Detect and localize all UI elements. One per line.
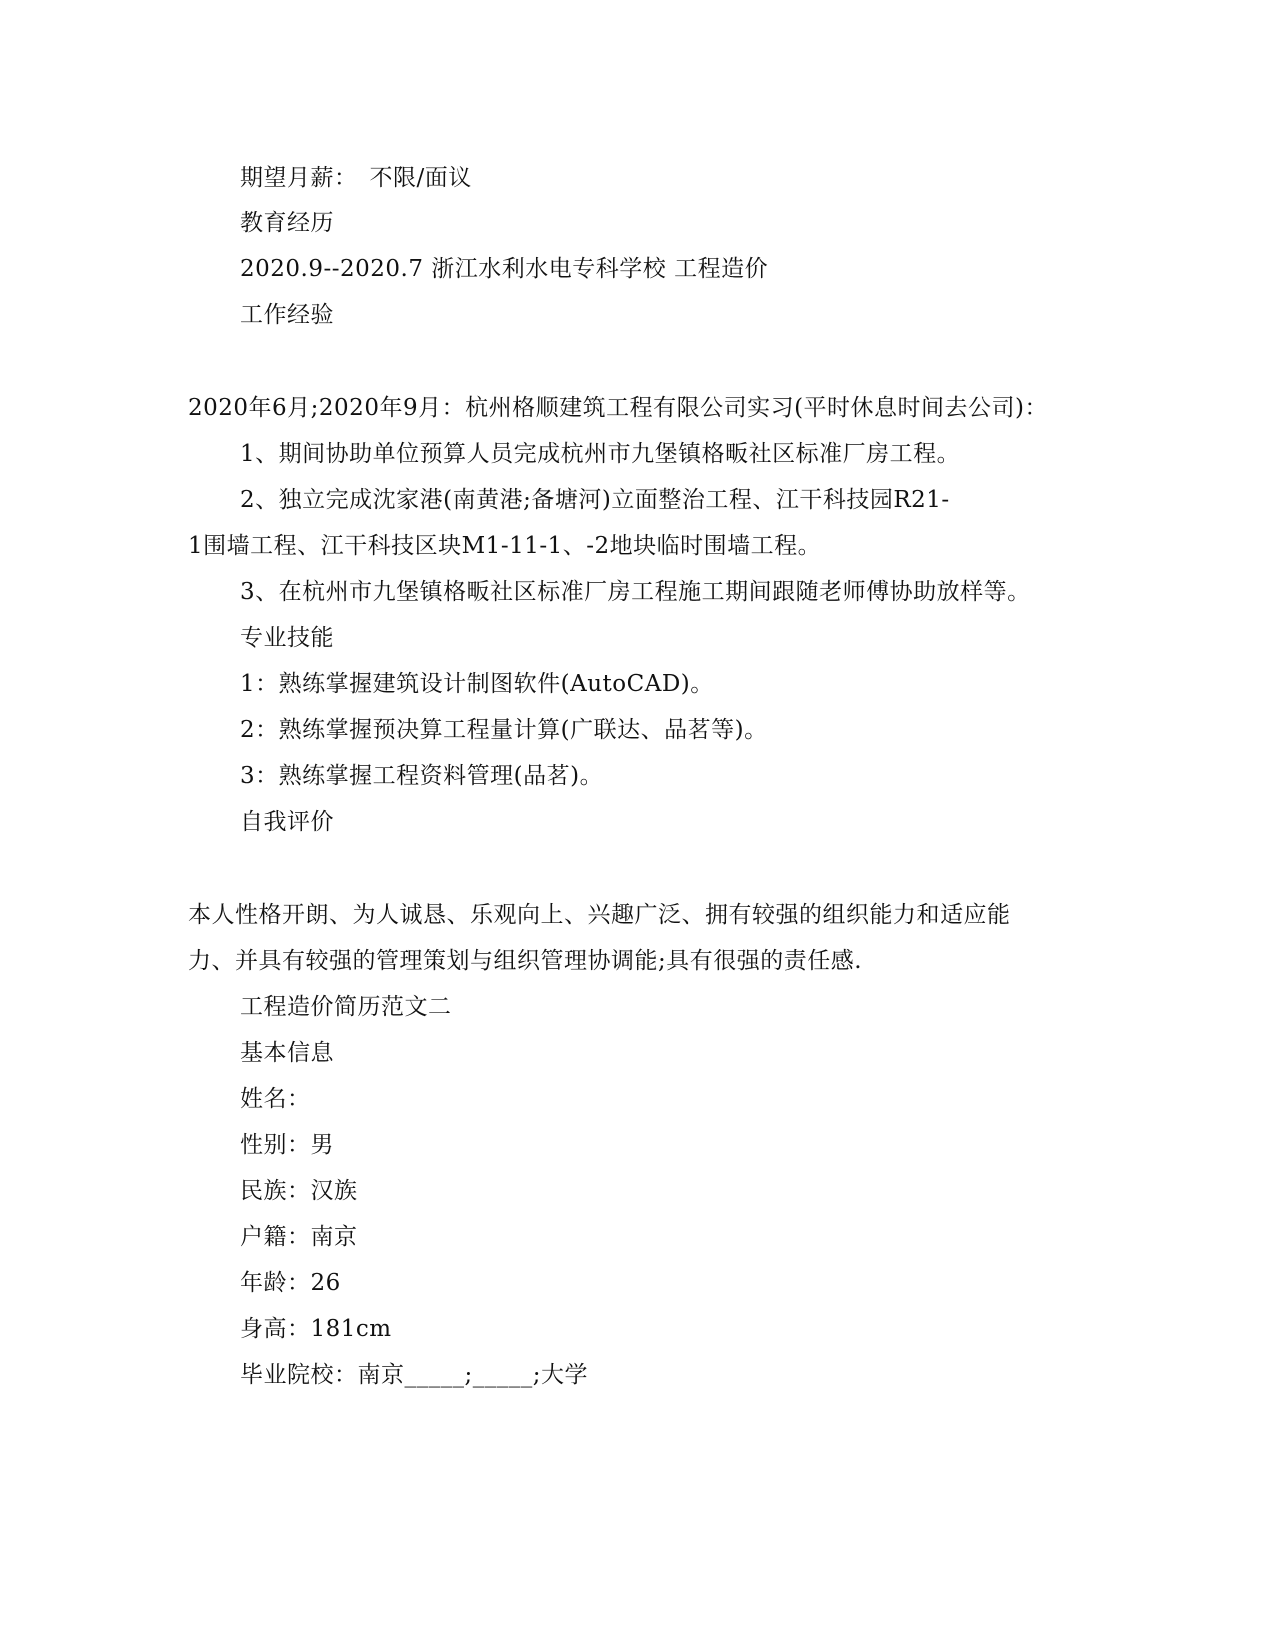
work-item-2-continued: 1围墙工程、江干科技区块M1-11-1、-2地块临时围墙工程。	[188, 533, 822, 559]
self-evaluation-text-1: 本人性格开朗、为人诚恳、乐观向上、兴趣广泛、拥有较强的组织能力和适应能	[188, 902, 1011, 928]
skill-item-3: 3：熟练掌握工程资料管理(品茗)。	[240, 763, 604, 789]
skill-item-1: 1：熟练掌握建筑设计制图软件(AutoCAD)。	[240, 671, 714, 697]
education-heading: 教育经历	[240, 210, 334, 236]
school-field: 毕业院校：南京_____;_____;大学	[240, 1362, 588, 1388]
skill-item-2: 2：熟练掌握预决算工程量计算(广联达、品茗等)。	[240, 717, 768, 743]
expected-salary-line: 期望月薪： 不限/面议	[240, 165, 472, 191]
self-evaluation-text-2: 力、并具有较强的管理策划与组织管理协调能;具有很强的责任感.	[188, 948, 863, 974]
work-item-1: 1、期间协助单位预算人员完成杭州市九堡镇格畈社区标准厂房工程。	[240, 441, 961, 467]
skills-heading: 专业技能	[240, 625, 334, 651]
work-experience-heading: 工作经验	[240, 302, 334, 328]
gender-field: 性别：男	[240, 1132, 334, 1158]
hukou-field: 户籍：南京	[240, 1224, 358, 1250]
ethnicity-field: 民族：汉族	[240, 1178, 358, 1204]
internship-entry: 2020年6月;2020年9月：杭州格顺建筑工程有限公司实习(平时休息时间去公司)：	[188, 395, 1049, 421]
age-field: 年龄：26	[240, 1270, 341, 1296]
self-evaluation-heading: 自我评价	[240, 809, 334, 835]
basic-info-heading: 基本信息	[240, 1040, 334, 1066]
height-field: 身高：181cm	[240, 1316, 392, 1342]
work-item-2: 2、独立完成沈家港(南黄港;备塘河)立面整治工程、江干科技园R21-	[240, 487, 950, 513]
education-entry: 2020.9--2020.7 浙江水利水电专科学校 工程造价	[240, 256, 769, 282]
name-field: 姓名：	[240, 1086, 311, 1112]
work-item-3: 3、在杭州市九堡镇格畈社区标准厂房工程施工期间跟随老师傅协助放样等。	[240, 579, 1031, 605]
sample-two-title: 工程造价简历范文二	[240, 994, 452, 1020]
